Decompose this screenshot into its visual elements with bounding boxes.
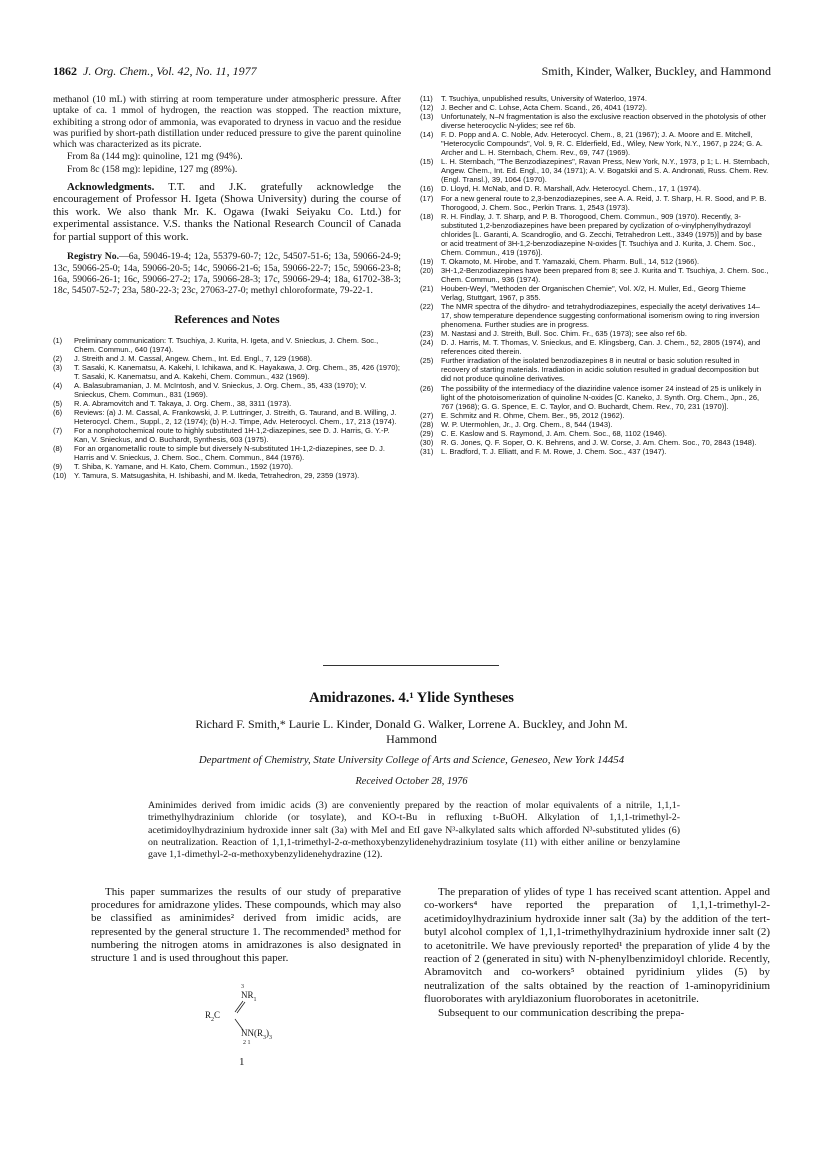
reference-text: T. Tsuchiya, unpublished results, University of Waterloo, 1974.	[441, 94, 647, 103]
reference-item	[420, 112, 770, 130]
left-column	[53, 94, 401, 480]
reference-item	[53, 336, 401, 354]
reference-number: (31)	[420, 446, 434, 456]
reference-item	[53, 363, 401, 381]
reference-number: (21)	[420, 283, 434, 293]
reference-number: (16)	[420, 184, 434, 194]
structure-r-sub: 2	[211, 1016, 215, 1023]
reference-text: For an organometallic route to simple but diversely N-substituted 1H-1,2-diazepines, see D. J. Harris and V. Snieckus, J. Chem. Soc., Chem. Commun., 844 (1976).	[74, 444, 385, 463]
reference-number: (20)	[420, 265, 434, 275]
reference-text: Reviews: (a) J. M. Cassal, A. Frankowski, J. P. Luttringer, J. Streith, G. Taurand, and B. Willing, J. Heterocycl. Chem., Suppl., 2, 12 (1974); (b) H.-J. Timpe, Adv. Heterocycl. Chem., 17, 213 (1974).	[74, 408, 397, 427]
page-number: 1862	[53, 64, 77, 78]
reference-item	[420, 438, 770, 447]
reference-item	[420, 302, 770, 329]
reference-item	[420, 329, 770, 338]
reference-text: T. Sasaki, K. Kanematsu, A. Kakehi, I. Ichikawa, and K. Hayakawa, J. Org. Chem., 35, 426 (1970); T. Sasaki, K. Kanematsu, and A. Kakehi, Chem. Commun., 432 (1969).	[74, 362, 400, 381]
reference-text: D. J. Harris, M. T. Thomas, V. Snieckus, and E. Klingsberg, Can. J. Chem., 52, 2805 (1974), and references cited therein.	[441, 338, 761, 357]
reference-number: (18)	[420, 211, 434, 221]
reference-text: 3H-1,2-Benzodiazepines have been prepared from 8; see J. Kurita and T. Tsuchiya, J. Chem. Soc., Chem. Commun., 936 (1974).	[441, 265, 769, 284]
body-paragraph-2: Subsequent to our communication describing the prepa-	[438, 1006, 685, 1019]
reference-item	[420, 284, 770, 302]
reference-item	[420, 429, 770, 438]
structure-nr-sub: 1	[253, 996, 257, 1003]
reference-number: (19)	[420, 256, 434, 266]
reference-item	[53, 444, 401, 462]
reference-item	[53, 471, 401, 480]
reference-number: (8)	[53, 444, 63, 454]
reference-item	[420, 157, 770, 184]
reference-item	[53, 426, 401, 444]
structure-nn-sub: 3	[263, 1034, 266, 1041]
reference-number: (29)	[420, 428, 434, 438]
reference-text: M. Nastasi and J. Streith, Bull. Soc. Chim. Fr., 635 (1973); see also ref 6b.	[441, 329, 687, 339]
structure-label: 1	[239, 1056, 245, 1068]
reference-text: C. E. Kaslow and S. Raymond, J. Am. Chem. Soc., 68, 1102 (1946).	[441, 428, 667, 438]
structure-position-21: 2 1	[243, 1040, 251, 1046]
acknowledgments-label: Acknowledgments.	[67, 181, 155, 194]
reference-text: F. D. Popp and A. C. Noble, Adv. Heterocycl. Chem., 8, 21 (1967); J. A. Moore and E. Mitchell, "Heterocyclic Compounds", Vol. 9, R. C. Elderfield, Ed., Wiley, New York, N.Y., 1967, p 224; G. A. Archer and L. H. Sternbach, Chem. Rev., 69, 747 (1969).	[441, 130, 763, 158]
reference-number: (4)	[53, 380, 63, 390]
right-column	[420, 94, 770, 456]
reference-text: L. H. Sternbach, "The Benzodiazepines", Ravan Press, New York, N.Y., 1973, p 1; L. H. Sternbach, Angew. Chem., Int. Ed. Engl., 10, 34 (1971); A. V. Bogatskii and S. A. Andronati, Russ. Chem. Rev. (Engl. Transl.), 39, 1064 (1970).	[441, 157, 770, 185]
reference-list-left	[53, 336, 401, 481]
reference-number: (7)	[53, 426, 63, 436]
reference-item	[53, 381, 401, 399]
reference-list-right	[420, 94, 770, 456]
reference-number: (11)	[420, 94, 433, 103]
reference-number: (12)	[420, 103, 434, 113]
received-date: Received October 28, 1976	[355, 776, 468, 787]
structure-nr-group	[241, 990, 257, 1003]
reference-text: R. G. Jones, Q. F. Soper, O. K. Behrens, and J. W. Corse, J. Am. Chem. Soc., 70, 2843 (1948).	[441, 437, 757, 447]
body-right-column	[424, 886, 770, 1020]
reference-number: (17)	[420, 193, 434, 203]
reference-text: Preliminary communication: T. Tsuchiya, J. Kurita, H. Igeta, and V. Snieckus, J. Chem. Soc., Chem. Commun., 640 (1974).	[74, 335, 379, 354]
reference-text: For a nonphotochemical route to highly substituted 1H-1,2-diazepines, see D. J. Harris, G. Y.-P. Kan, V. Snieckus, and O. Buchardt, Synthesis, 603 (1975).	[74, 426, 390, 445]
structure-nn-close-sub: 3	[269, 1034, 272, 1041]
reference-text: L. Bradford, T. J. Elliatt, and F. M. Rowe, J. Chem. Soc., 437 (1947).	[441, 446, 667, 456]
reference-number: (5)	[53, 399, 63, 409]
structure-nn-close: )	[266, 1028, 269, 1038]
reference-item	[420, 411, 770, 420]
reference-item	[53, 399, 401, 408]
structure-c-text: C	[214, 1010, 221, 1020]
reference-text: Unfortunately, N–N fragmentation is also the exclusive reaction observed in the photolysis of other diverse heterocyclic N-ylides; see ref 6b.	[441, 112, 767, 131]
chemical-structure-1	[205, 984, 295, 1070]
reference-item	[420, 94, 770, 103]
reference-number: (24)	[420, 338, 434, 348]
header-authors: Smith, Kinder, Walker, Buckley, and Hammond	[541, 64, 771, 78]
reference-item	[420, 266, 770, 284]
structure-nn-group	[241, 1028, 272, 1041]
reference-item	[420, 130, 770, 157]
reference-number: (3)	[53, 362, 63, 372]
reference-number: (9)	[53, 462, 63, 472]
body-left-column	[91, 886, 401, 965]
reference-item	[420, 184, 770, 193]
reference-number: (13)	[420, 112, 434, 122]
registry-label: Registry No.	[67, 251, 120, 263]
reference-text: T. Shiba, K. Yamane, and H. Kato, Chem. Commun., 1592 (1970).	[74, 462, 294, 472]
abstract: Aminimides derived from imidic acids (3) are conveniently prepared by the reaction of molar equivalents of a nitrile, 1,1,1-trimethylhydrazinium chloride (or tosylate), and KO-t-Bu in refluxing t-BuOH. Alkylation of 1,1,1-trimethyl-2-acetimidoylhydrazinium hydroxide inner salt (3a) with MeI and EtI gave N³-alkylated salts which afforded N³-substituted ylides (6) on neutralization. Reaction of 1,1,1-trimethyl-2-α-methoxybenzylidenehydrazinium tosylate (11) with either aniline or benzylamine gave 1,1-dimethyl-2-α-methoxybenzylidenehydrazine (12).	[148, 800, 680, 861]
reference-item	[420, 384, 770, 411]
author-affiliation: Department of Chemistry, State University College of Arts and Science, Geneseo, New York 14454	[198, 754, 625, 766]
acknowledgments-text: T.T. and J.K. gratefully acknowledge the encouragement of Professor H. Igeta (Showa University) during the course of this work. We also thank Mr. K. Ogawa (Iwaki Seiyaku Co. Ltd.) for experimental assistance. V.S. thanks the National Research Council of Canada for partial support of this work.	[53, 181, 401, 243]
structure-r2c-group	[205, 1010, 220, 1023]
reference-number: (25)	[420, 356, 434, 366]
reference-text: E. Schmitz and R. Ohme, Chem. Ber., 95, 2012 (1962).	[441, 410, 625, 420]
structure-r-text: R	[205, 1010, 212, 1020]
reference-number: (27)	[420, 410, 434, 420]
structure-nr-text: NR	[241, 990, 254, 1000]
registry-numbers	[53, 251, 401, 297]
acknowledgments	[53, 181, 401, 243]
reference-item	[420, 447, 770, 456]
reference-text: Y. Tamura, S. Matsugashita, H. Ishibashi, and M. Ikeda, Tetrahedron, 29, 2359 (1973).	[74, 471, 360, 481]
reference-item	[420, 356, 770, 383]
reference-number: (15)	[420, 157, 434, 167]
reference-text: Further irradiation of the isolated benzodiazepines 8 in neutral or basic solution resulted in recovery of starting materials. Irradiation in acidic solution resulted in gradual decomposition but did not produce quinoline derivatives.	[441, 356, 759, 384]
reference-text: R. A. Abramovitch and T. Takaya, J. Org. Chem., 38, 3311 (1973).	[74, 399, 292, 409]
reference-number: (6)	[53, 408, 63, 418]
reference-item	[53, 462, 401, 471]
reference-text: J. Streith and J. M. Cassal, Angew. Chem., Int. Ed. Engl., 7, 129 (1968).	[74, 353, 313, 363]
reference-text: D. Lloyd, H. McNab, and D. R. Marshall, Adv. Heterocycl. Chem., 17, 1 (1974).	[441, 184, 701, 194]
reference-item	[420, 103, 770, 112]
reference-number: (22)	[420, 302, 434, 312]
reference-text: J. Becher and C. Lohse, Acta Chem. Scand., 26, 4041 (1972).	[441, 103, 647, 113]
reference-text: R. H. Findlay, J. T. Sharp, and P. B. Thorogood, Chem. Commun., 909 (1970). Recently, 3-substituted 1,2-benzodiazepines have been prepared by cyclization of o-vinylphenylhydrazoyl chlorides [L. Garanti, A. Scandroglio, and G. Zecchi, Tetrahedron Lett., 3349 (1975)] and by base or acid treatment of 3H-1,2-benzodiazepine N-oxides [T. Tsuchiya and J. Kurita, J. Chem. Soc., Chem. Commun., 419 (1976)].	[441, 211, 762, 257]
reference-text: The possibility of the intermediacy of the diaziridine valence isomer 24 instead of 25 is unlikely in light of the photoisomerization of quinoline N-oxides [C. Kaneko, J. Synth. Org. Chem., Jpn., 26, 767 (1968); G. G. Spence, E. C. Taylor, and O. Buchardt, Chem. Rev., 70, 231 (1970)].	[441, 383, 762, 411]
reference-number: (26)	[420, 383, 434, 393]
registry-text: —6a, 59046-19-4; 12a, 55379-60-7; 12c, 54507-51-6; 13a, 59066-24-9; 13c, 59066-25-0; 14a, 59066-20-5; 14c, 59066-21-6; 15a, 59066-22-7; 15c, 59066-23-8; 16a, 59066-26-1; 16c, 59066-27-2; 17a, 59066-28-3; 17c, 59066-29-4; 18a, 61702-38-3; 18c, 54507-52-7; 23a, 580-22-3; 23c, 27063-27-0; methyl chloroformate, 79-22-1.	[53, 251, 401, 297]
section-divider	[323, 665, 499, 666]
reference-item	[420, 257, 770, 266]
reference-number: (10)	[53, 471, 67, 481]
article-title: Amidrazones. 4.¹ Ylide Syntheses	[309, 690, 514, 706]
reference-number: (30)	[420, 437, 434, 447]
structure-nn-text: NN(R	[241, 1028, 263, 1038]
reference-number: (28)	[420, 419, 434, 429]
structure-position-3: 3	[241, 984, 244, 990]
reference-text: W. P. Utermohlen, Jr., J. Org. Chem., 8, 544 (1943).	[441, 419, 613, 429]
yield-line-1: From 8a (144 mg): quinoline, 121 mg (94%).	[67, 151, 243, 163]
reference-number: (1)	[53, 335, 63, 345]
reference-text: Houben-Weyl, "Methoden der Organischen Chemie", Vol. X/2, H. Muller, Ed., Georg Thieme Verlag, Stuttgart, 1967, p 355.	[441, 283, 746, 303]
reference-item	[420, 194, 770, 212]
reference-item	[53, 408, 401, 426]
journal-citation: J. Org. Chem., Vol. 42, No. 11, 1977	[83, 64, 257, 78]
reference-number: (23)	[420, 329, 434, 339]
references-heading: References and Notes	[174, 313, 280, 326]
reference-text: For a new general route to 2,3-benzodiazepines, see A. A. Reid, J. T. Sharp, H. R. Sood, and P. B. Thorogood, J. Chem. Soc., Perkin Trans. 1, 2543 (1973).	[441, 193, 767, 212]
yield-line-2: From 8c (158 mg): lepidine, 127 mg (89%).	[67, 163, 238, 175]
reference-text: The NMR spectra of the dihydro- and tetrahydrodiazepines, especially the acetyl derivatives 14–17, show temperature dependence suggesting conformational isomerism owing to ring inversion phenomena. Further studies are in progress.	[441, 302, 760, 330]
body-paragraph-1: The preparation of ylides of type 1 has received scant attention. Appel and co-workers⁴ have reported the preparation of 1,1,1-trimethyl-2-acetimidoylhydrazinium hydroxide inner salt (3a) by the addition of the tert-butyl alcohol complex of 1,1,1-trimethylhydrazinium hydroxide inner salt (2) to acetonitrile. We have previously reported¹ the preparation of ylide 4 by the reaction of 2 (generated in situ) with N-phenylbenzimidoyl chloride. Recently, Abramovitch and co-workers⁵ obtained pyridinium ylides (5) by neutralization of the salts obtained by the reaction of 1-aminopyridinium fluoroborates with aryldiazonium fluoroborates in acetonitrile.	[424, 886, 770, 1006]
reference-item	[420, 420, 770, 429]
intro-paragraph: This paper summarizes the results of our study of preparative procedures for amidrazone ylides. These compounds, which may also be classified as aminimides² derived from imidic acids, are represented by the general structure 1. The recommended³ method for numbering the nitrogen atoms in amidrazones is also designated in structure 1 and is used throughout this paper.	[91, 886, 401, 965]
running-header	[53, 64, 771, 80]
reference-text: A. Balasubramanian, J. M. McIntosh, and V. Snieckus, J. Org. Chem., 35, 433 (1970); V. Snieckus, Chem. Commun., 831 (1969).	[74, 380, 367, 400]
experimental-paragraph: methanol (10 mL) with stirring at room temperature under atmospheric pressure. After uptake of ca. 1 mmol of hydrogen, the reaction was stopped. The reaction mixture, exhibiting a strong odor of ammonia, was evaporated to dryness in vacuo and the residue was purified by short-path distillation under reduced pressure to give the parent quinoline which was characterized as its picrate.	[53, 94, 401, 151]
reference-number: (14)	[420, 130, 434, 140]
reference-item	[420, 212, 770, 257]
reference-number: (2)	[53, 353, 63, 363]
reference-text: T. Okamoto, M. Hirobe, and T. Yamazaki, Chem. Pharm. Bull., 14, 512 (1966).	[441, 256, 700, 266]
header-left	[53, 64, 257, 79]
reference-item	[53, 354, 401, 363]
reference-item	[420, 338, 770, 356]
article-authors: Richard F. Smith,* Laurie L. Kinder, Donald G. Walker, Lorrene A. Buckley, and John M. Hammond	[195, 717, 628, 746]
